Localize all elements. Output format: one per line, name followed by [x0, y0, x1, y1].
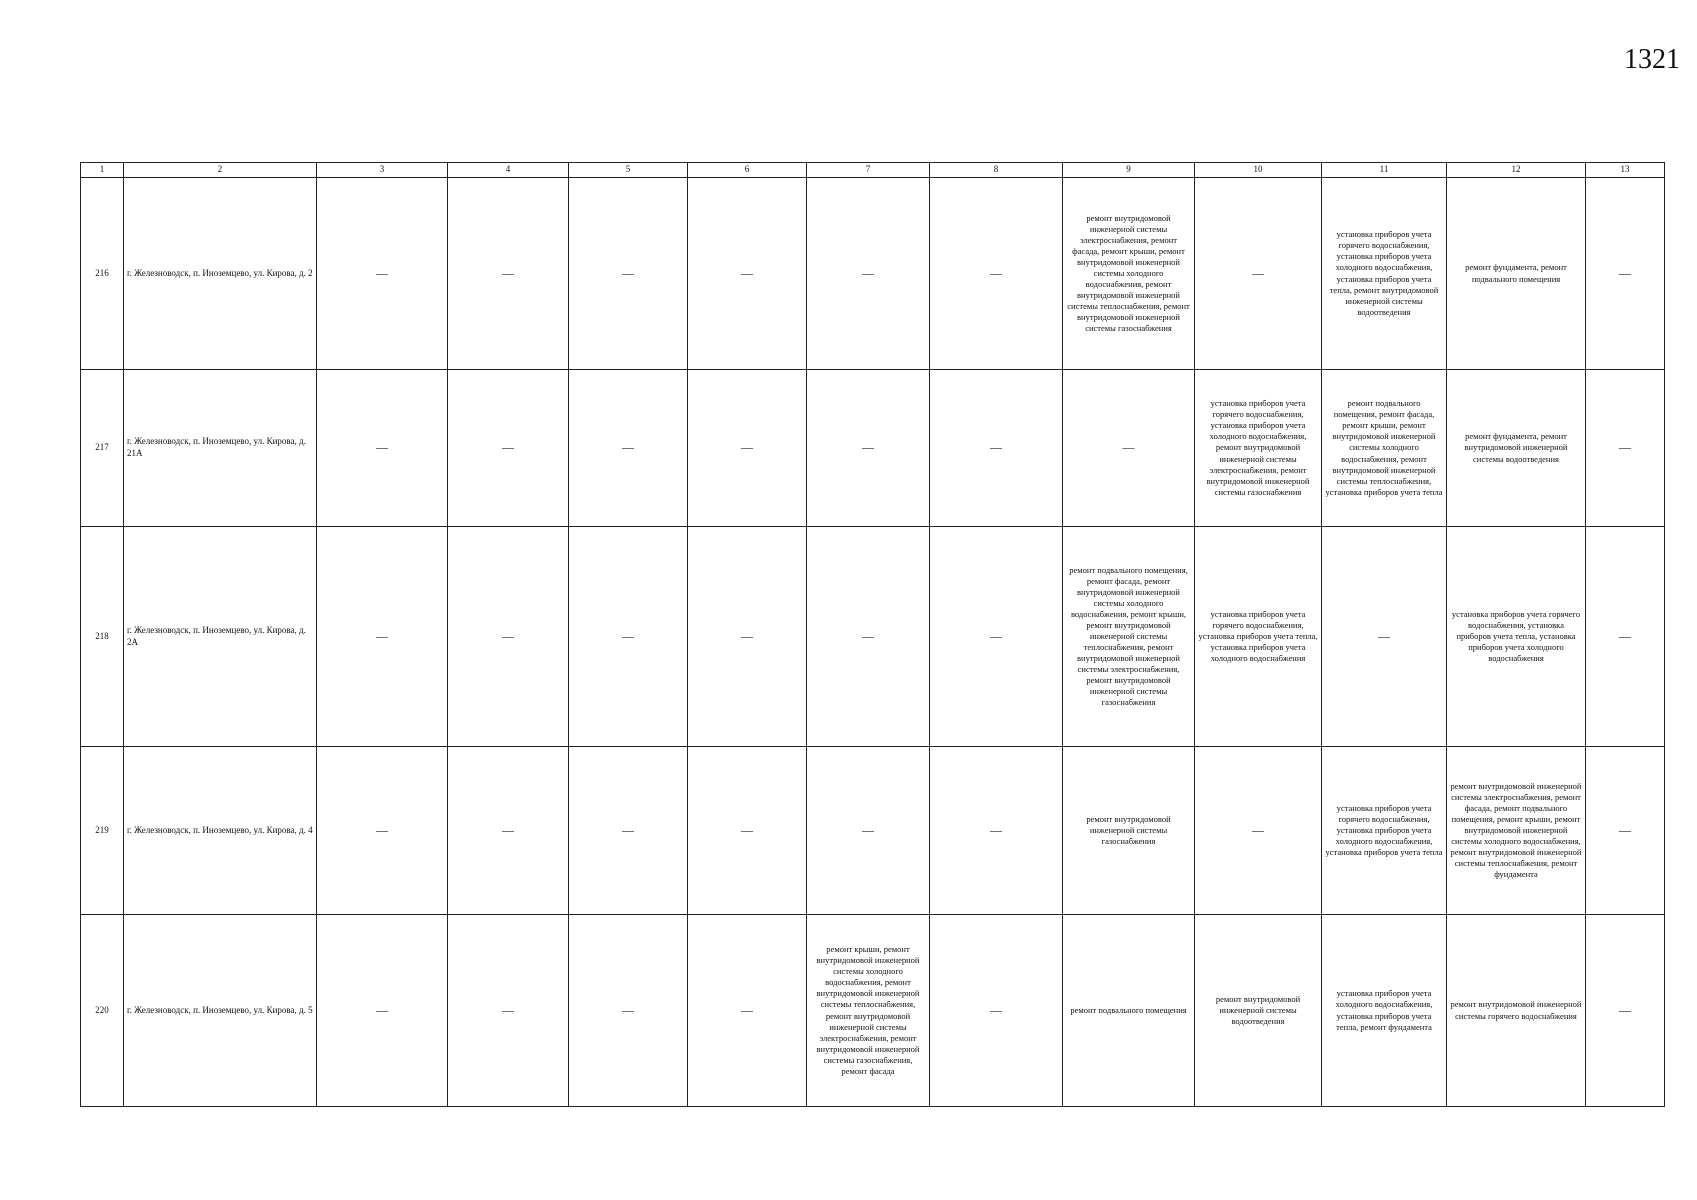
- table-cell: ремонт фундамента, ремонт подвального помещения: [1447, 178, 1586, 370]
- table-cell: —: [1195, 747, 1322, 915]
- table-cell: установка приборов учета горячего водоснабжения, установка приборов учета холодного водоснабжения, ремонт внутридомовой инженерной системы электроснабжения, ремонт внутридомовой инженерной системы газоснабжения: [1195, 370, 1322, 527]
- table-cell: установка приборов учета горячего водоснабжения, установка приборов учета холодного водоснабжения, установка приборов учета тепла: [1322, 747, 1447, 915]
- table-cell: —: [1586, 915, 1665, 1107]
- column-number: 3: [317, 163, 448, 178]
- table-cell: —: [1586, 178, 1665, 370]
- row-number: 218: [81, 527, 124, 747]
- column-number: 1: [81, 163, 124, 178]
- table-cell: ремонт подвального помещения: [1063, 915, 1195, 1107]
- table-cell: —: [317, 915, 448, 1107]
- row-number: 220: [81, 915, 124, 1107]
- table-cell: установка приборов учета горячего водоснабжения, установка приборов учета тепла, установка приборов учета холодного водоснабжения: [1195, 527, 1322, 747]
- row-number: 216: [81, 178, 124, 370]
- table-cell: ремонт фундамента, ремонт внутридомовой инженерной системы водоотведения: [1447, 370, 1586, 527]
- table-cell: —: [807, 747, 930, 915]
- column-number: 13: [1586, 163, 1665, 178]
- table-cell: —: [807, 370, 930, 527]
- table-cell: —: [317, 747, 448, 915]
- table-cell: ремонт подвального помещения, ремонт фасада, ремонт крыши, ремонт внутридомовой инженерной системы холодного водоснабжения, ремонт внутридомовой инженерной системы теплоснабжения, установка приборов учета тепла: [1322, 370, 1447, 527]
- table-cell: ремонт подвального помещения, ремонт фасада, ремонт внутридомовой инженерной системы холодного водоснабжения, ремонт крыши, ремонт внутридомовой инженерной системы теплоснабжения, ремонт внутридомовой инженерной системы электроснабжения, ремонт внутридомовой инженерной системы газоснабжения: [1063, 527, 1195, 747]
- column-number-row: [81, 163, 1665, 178]
- table-row: [81, 178, 1665, 370]
- column-number: 11: [1322, 163, 1447, 178]
- table-cell: —: [448, 178, 569, 370]
- table-cell: —: [930, 370, 1063, 527]
- table-cell: —: [930, 747, 1063, 915]
- column-number: 5: [569, 163, 688, 178]
- table-cell: —: [317, 178, 448, 370]
- row-number: 217: [81, 370, 124, 527]
- table-cell: установка приборов учета холодного водоснабжения, установка приборов учета тепла, ремонт фундамента: [1322, 915, 1447, 1107]
- address-cell: г. Железноводск, п. Иноземцево, ул. Кирова, д. 21А: [124, 370, 317, 527]
- table-cell: установка приборов учета горячего водоснабжения, установка приборов учета холодного водоснабжения, установка приборов учета тепла, ремонт внутридомовой инженерной системы водоотведения: [1322, 178, 1447, 370]
- table-cell: ремонт внутридомовой инженерной системы электроснабжения, ремонт фасада, ремонт крыши, ремонт внутридомовой инженерной системы холодного водоснабжения, ремонт внутридомовой инженерной системы теплоснабжения, ремонт внутридомовой инженерной системы газоснабжения: [1063, 178, 1195, 370]
- table-cell: —: [317, 370, 448, 527]
- table-cell: —: [930, 915, 1063, 1107]
- table-cell: —: [930, 178, 1063, 370]
- column-number: 12: [1447, 163, 1586, 178]
- table-cell: —: [1063, 370, 1195, 527]
- table-cell: —: [448, 527, 569, 747]
- table-row: [81, 527, 1665, 747]
- table-cell: —: [930, 527, 1063, 747]
- column-number: 9: [1063, 163, 1195, 178]
- column-number: 4: [448, 163, 569, 178]
- table-cell: —: [1586, 747, 1665, 915]
- column-number: 2: [124, 163, 317, 178]
- table-cell: —: [1586, 527, 1665, 747]
- column-number: 8: [930, 163, 1063, 178]
- table-cell: —: [1586, 370, 1665, 527]
- column-number: 10: [1195, 163, 1322, 178]
- table-cell: —: [688, 527, 807, 747]
- table-cell: ремонт внутридомовой инженерной системы горячего водоснабжения: [1447, 915, 1586, 1107]
- table-row: [81, 370, 1665, 527]
- page-number: 1321: [1624, 44, 1680, 75]
- table-cell: —: [448, 370, 569, 527]
- table-cell: установка приборов учета горячего водоснабжения, установка приборов учета тепла, установка приборов учета холодного водоснабжения: [1447, 527, 1586, 747]
- table-cell: ремонт внутридомовой инженерной системы газоснабжения: [1063, 747, 1195, 915]
- table-cell: ремонт внутридомовой инженерной системы электроснабжения, ремонт фасада, ремонт подвального помещения, ремонт крыши, ремонт внутридомовой инженерной системы холодного водоснабжения, ремонт внутридомовой инженерной системы теплоснабжения, ремонт фундамента: [1447, 747, 1586, 915]
- table-cell: ремонт внутридомовой инженерной системы водоотведения: [1195, 915, 1322, 1107]
- table-cell: —: [569, 370, 688, 527]
- repair-schedule-table: [80, 162, 1665, 1107]
- table-cell: —: [688, 747, 807, 915]
- table-cell: —: [448, 747, 569, 915]
- table-cell: —: [569, 747, 688, 915]
- table-cell: —: [569, 527, 688, 747]
- table-cell: —: [688, 370, 807, 527]
- table-cell: —: [807, 527, 930, 747]
- table-cell: —: [688, 178, 807, 370]
- table-row: [81, 915, 1665, 1107]
- table-cell: —: [569, 915, 688, 1107]
- column-number: 7: [807, 163, 930, 178]
- table-cell: —: [1195, 178, 1322, 370]
- table-cell: —: [688, 915, 807, 1107]
- address-cell: г. Железноводск, п. Иноземцево, ул. Кирова, д. 5: [124, 915, 317, 1107]
- column-number: 6: [688, 163, 807, 178]
- table-cell: ремонт крыши, ремонт внутридомовой инженерной системы холодного водоснабжения, ремонт внутридомовой инженерной системы теплоснабжения, ремонт внутридомовой инженерной системы электроснабжения, ремонт внутридомовой инженерной системы газоснабжения, ремонт фасада: [807, 915, 930, 1107]
- table-cell: —: [1322, 527, 1447, 747]
- table-cell: —: [448, 915, 569, 1107]
- table-cell: —: [317, 527, 448, 747]
- table-row: [81, 747, 1665, 915]
- row-number: 219: [81, 747, 124, 915]
- address-cell: г. Железноводск, п. Иноземцево, ул. Кирова, д. 4: [124, 747, 317, 915]
- table-cell: —: [569, 178, 688, 370]
- table-cell: —: [807, 178, 930, 370]
- address-cell: г. Железноводск, п. Иноземцево, ул. Кирова, д. 2А: [124, 527, 317, 747]
- address-cell: г. Железноводск, п. Иноземцево, ул. Кирова, д. 2: [124, 178, 317, 370]
